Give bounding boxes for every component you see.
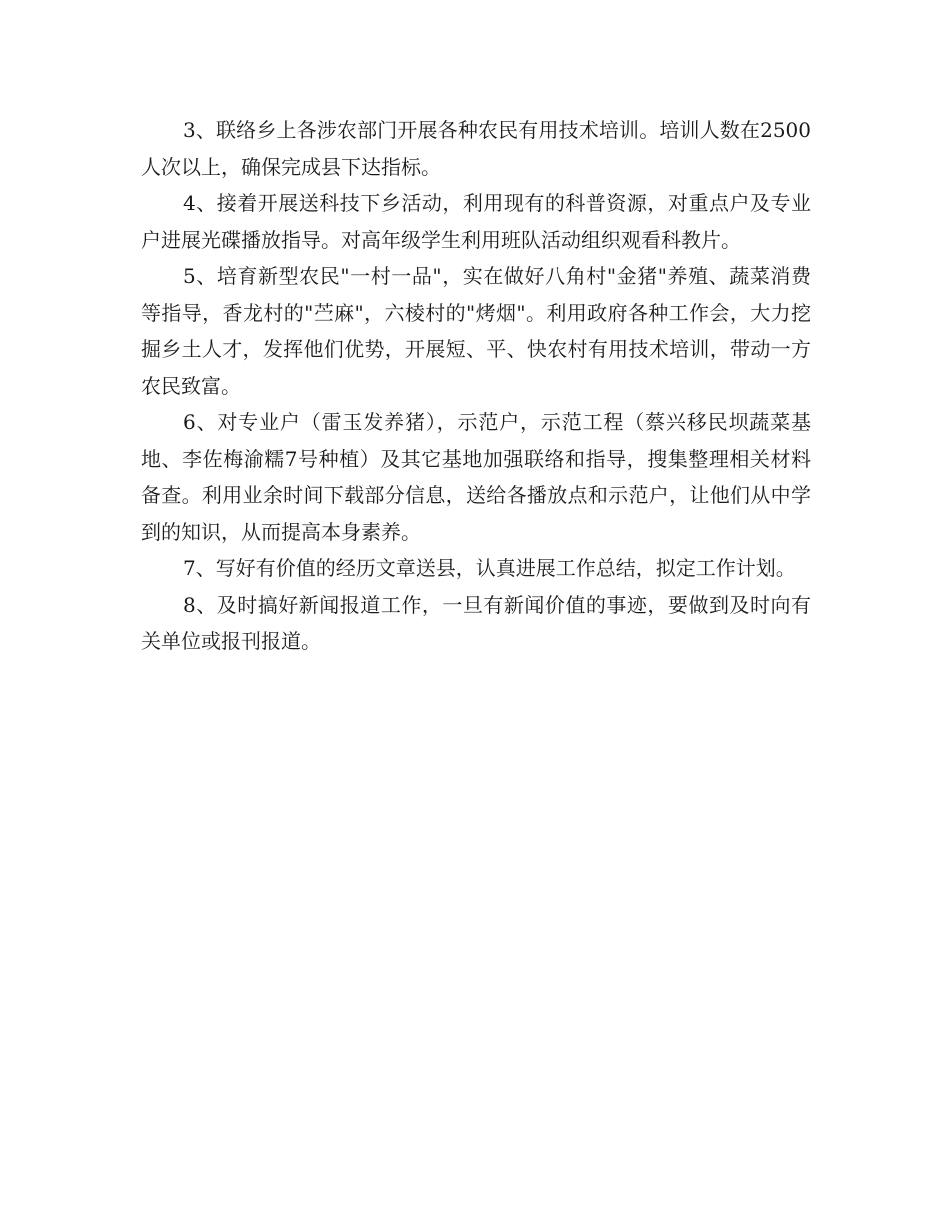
paragraph-item-5: 5、培育新型农民"一村一品"，实在做好八角村"金猪"养殖、蔬菜消费等指导，香龙村的"苎麻"，六棱村的"烤烟"。利用政府各种工作会，大力挖掘乡土人才，发挥他们优势，开展短、平、快农村有用技术培训，带动一方农民致富。 xyxy=(141,264,811,398)
paragraph-item-8: 8、及时搞好新闻报道工作，一旦有新闻价值的事迹，要做到及时向有关单位或报刊报道。 xyxy=(141,592,811,653)
paragraph-item-7: 7、写好有价值的经历文章送县，认真进展工作总结，拟定工作计划。 xyxy=(183,556,796,580)
paragraph-item-6: 6、对专业户（雷玉发养猪），示范户，示范工程（蔡兴移民坝蔬菜基地、李佐梅渝糯7号种植）及其它基地加强联络和指导，搜集整理相关材料备查。利用业余时间下载部分信息，送给各播放点和示范户，让他们从中学到的知识，从而提高本身素养。 xyxy=(141,410,811,544)
paragraph-item-3: 3、联络乡上各涉农部门开展各种农民有用技术培训。培训人数在2500人次以上，确保完成县下达指标。 xyxy=(141,118,811,179)
document-body xyxy=(141,112,811,660)
paragraph-item-4: 4、接着开展送科技下乡活动，利用现有的科普资源，对重点户及专业户进展光碟播放指导。对高年级学生利用班队活动组织观看科教片。 xyxy=(141,191,811,252)
